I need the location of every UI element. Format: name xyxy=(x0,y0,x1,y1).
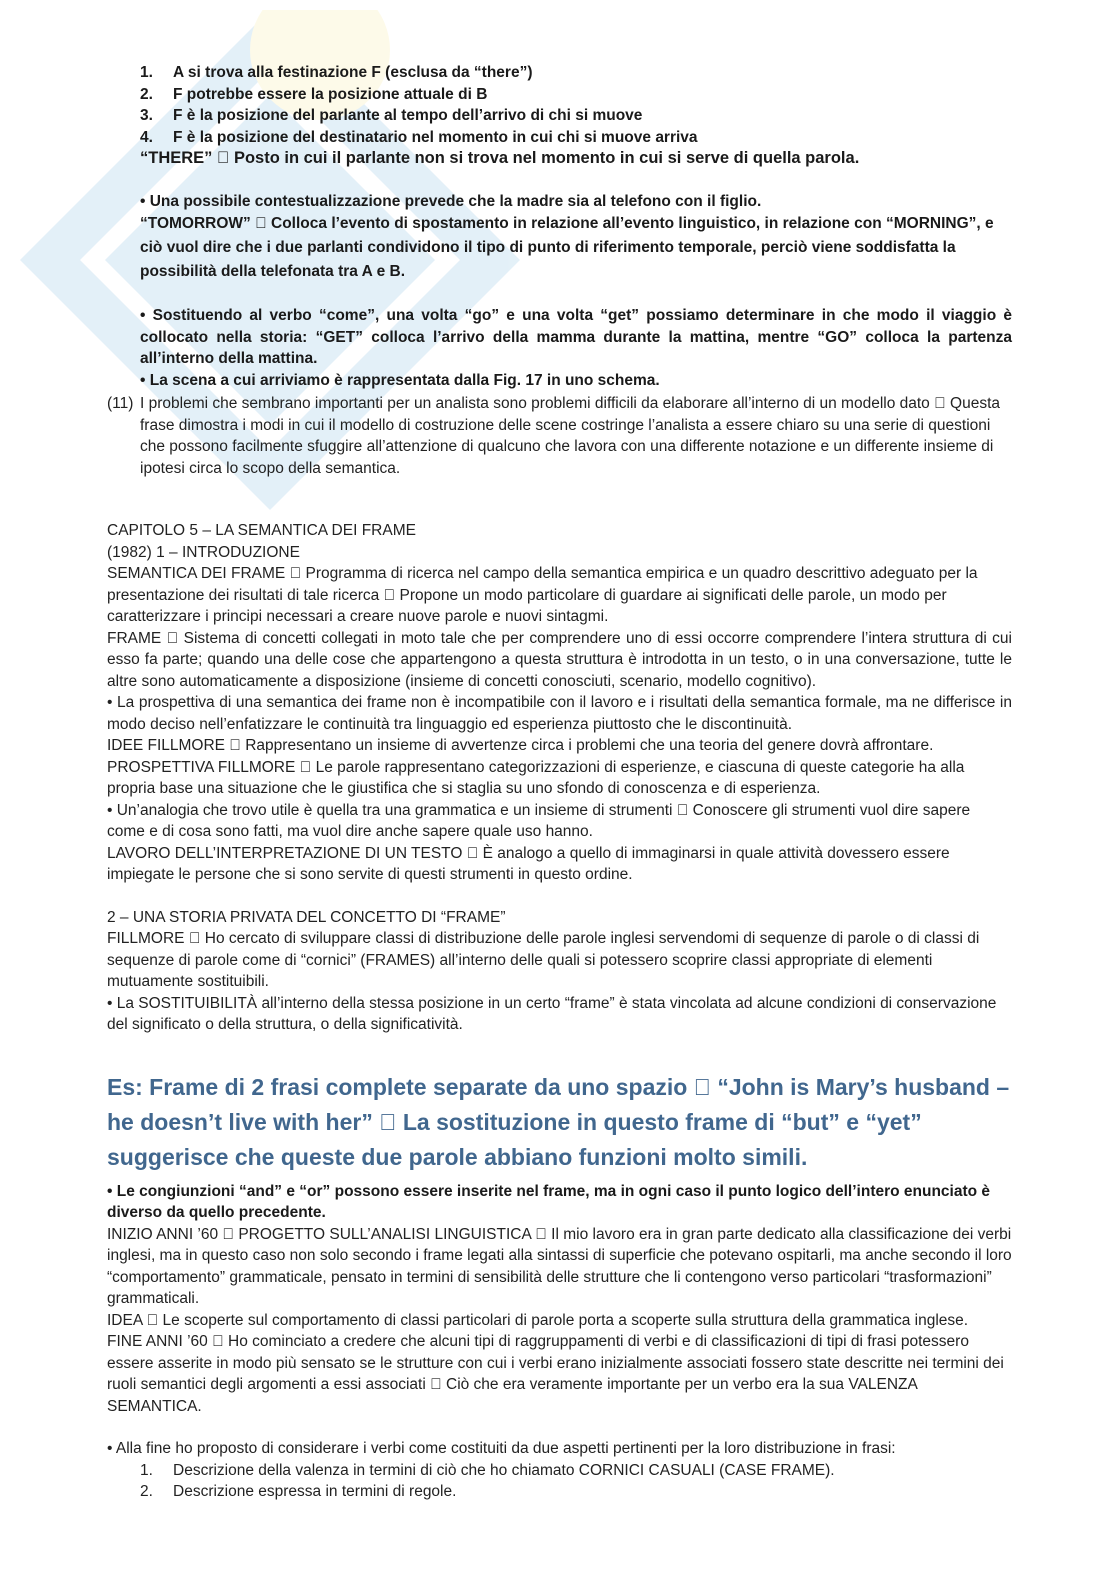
list-item: 1. A si trova alla festinazione F (esclusa da “there”) xyxy=(140,64,533,81)
list-item: 1. Descrizione della valenza in termini di ciò che ho chiamato CORNICI CASUALI (CASE FRAME). xyxy=(140,1440,835,1457)
fillmore-paragraph: FILLMORE Ho cercato di sviluppare classi di distribuzione delle parole inglesi servendomi di sequenze di parole o di classi di sequenze di parole come di “cornici” (FRAMES) all’interno delle quali si potessero scoprire classi appropriate di elementi mutuamente sostituibili. xyxy=(107,930,964,990)
list-item: 2. F potrebbe essere la posizione attuale di B xyxy=(140,85,488,103)
sostituibilita-paragraph: • La SOSTITUIBILITÀ all’interno della stessa posizione in un certo “frame” è stata vincolata ad alcune condizioni di conservazione del significato o della struttura, o della significatività. xyxy=(107,994,997,1033)
congiunzioni-paragraph: • Le congiunzioni “and” e “or” possono essere inserite nel frame, ma in ogni caso il punto logico dell’intero enunciato è diverso da quello precedente. xyxy=(107,1182,991,1221)
analogia-paragraph: • Un’analogia che trovo utile è quella tra una grammatica e un insieme di strumenti Conoscere gli strumenti vuol dire sapere come e di cosa sono fatti, ma vuol dire anche sapere quale uso hanno. xyxy=(107,801,1010,840)
chapter-title: CAPITOLO 5 – LA SEMANTICA DEI FRAME xyxy=(107,522,416,539)
list-item: 3. F è la posizione del parlante al tempo dell’arrivo di chi si muove xyxy=(140,107,643,124)
there-definition: “THERE” Posto in cui il parlante non si trova nel momento in cui si serve di quella parola. xyxy=(140,149,843,167)
document-content xyxy=(107,62,1012,1503)
list-item: 4. F è la posizione del destinatario nel momento in cui chi si muove arriva xyxy=(140,128,698,146)
intro-title: (1982) 1 – INTRODUZIONE xyxy=(107,543,300,561)
item-11-text: I problemi che sembrano importanti per un analista sono problemi difficili da elaborare all’interno di un modello dato Questa frase dimostra i modi in cui il modello di costruzione delle scene costringe l’analista a essere chiaro su una serie di questioni che possono facilmente sfuggire all’attenzione di qualcuno che lavora con una differente notazione e un differente insieme di ipotesi circa lo scopo della semantica. xyxy=(140,395,994,477)
storia-title: 2 – UNA STORIA PRIVATA DEL CONCETTO DI “FRAME” xyxy=(107,908,506,926)
alla-fine-paragraph: • Alla fine ho proposto di considerare i verbi come costituiti da due aspetti pertinenti per la loro distribuzione in frasi: xyxy=(107,1418,896,1436)
sostituendo-paragraph: • Sostituendo al verbo “come”, una volta “go” e una volta “get” possiamo determinare in che modo il viaggio è collocato nella storia: “GET” colloca l’arrivo della mamma durante la mattina, mentre “GO” colloca la partenza all’interno della mattina. xyxy=(140,307,1012,367)
context-paragraph: • Una possibile contestualizzazione prevede che la madre sia al telefono con il figlio. xyxy=(140,192,762,210)
item-11-label: (11) xyxy=(107,395,134,412)
idee-paragraph: IDEE FILLMORE Rappresentano un insieme di avvertenze circa i problemi che una teoria del genere dovrà affrontare. xyxy=(107,737,918,754)
tomorrow-paragraph: “TOMORROW” Colloca l’evento di spostamento in relazione all’evento linguistico, in relazione con “MORNING”, e ciò vuol dire che i due parlanti condividono il tipo di punto di riferimento temporale, perciò viene soddisfatta la possibilità della telefonata tra A e B. xyxy=(140,215,1010,280)
prospettiva-paragraph: • La prospettiva di una semantica dei frame non è incompatibile con il lavoro e i risultati della semantica formale, ma ne differisce in modo deciso nell’enfatizzare le continuità tra linguaggio ed esperienza piuttosto che le discontinuità. xyxy=(107,694,1012,733)
idea-paragraph: IDEA Le scoperte sul comportamento di classi particolari di parole porta a scoperte sulla struttura della grammatica inglese. xyxy=(107,1311,953,1329)
fine-anni-60-paragraph: FINE ANNI ’60 Ho cominciato a credere che alcuni tipi di raggruppamenti di verbi e di classificazioni di tipi di frasi potessero essere asserite in modo più sensato se le strutture con cui i verbi erano inizialmente associati fossero state descritte nei termini dei ruoli semantici degli argomenti a essi associati Ciò che era veramente importante per un verbo era la sua VALENZA SEMANTICA. xyxy=(107,1333,1004,1393)
numbered-list-bottom xyxy=(107,1440,1012,1503)
frame-paragraph: FRAME Sistema di concetti collegati in moto tale che per comprendere uno di essi occorre comprendere l’intera struttura di cui esso fa parte; quando una delle cose che appartengono a questa struttura è introdotta in un testo, o in una conversazione, tutte le altre sono automaticamente a disposizione (insieme di concetti conosciuti, scenario, modello cognitivo). xyxy=(107,629,1012,690)
scena-paragraph: • La scena a cui arriviamo è rappresentata dalla Fig. 17 in uno schema. xyxy=(140,371,660,389)
prospettiva-fillmore-paragraph: PROSPETTIVA FILLMORE Le parole rappresentano categorizzazioni di esperienze, e ciascuna di queste categorie ha alla propria base una situazione che le giustifica che si staglia su uno sfondo di conoscenza e di esperienza. xyxy=(107,758,1002,797)
numbered-list-top xyxy=(107,62,1012,148)
semantica-paragraph: SEMANTICA DEI FRAME Programma di ricerca nel campo della semantica empirica e un quadro descrittivo adeguato per la presentazione dei risultati di tale ricerca Propone un modo particolare di guardare ai significati delle parole, un modo per caratterizzare i principi necessari a creare nuove parole e nuovi sintagmi. xyxy=(107,565,962,625)
example-heading: Es: Frame di 2 frasi complete separate da uno spazio “John is Mary’s husband – he doesn’t live with her” La sostituzione in questo frame di “but” e “yet” suggerisce che queste due parole abbiano funzioni molto simili. xyxy=(107,1073,986,1170)
inizio-anni-60-paragraph: INIZIO ANNI ’60 PROGETTO SULL’ANALISI LINGUISTICA Il mio lavoro era in gran parte dedicato alla classificazione dei verbi inglesi, ma in questo caso non solo secondo i frame legati alla sintassi di superficie che potevano ospitarli, ma anche secondo il loro “comportamento” grammaticale, pensato in termini di sensibilità delle strutture che li contengono verso particolari “trasformazioni” grammaticali. xyxy=(107,1225,1012,1307)
item-11 xyxy=(107,393,1012,479)
list-item: 2. Descrizione espressa in termini di regole. xyxy=(140,1461,457,1479)
lavoro-paragraph: LAVORO DELL’INTERPRETAZIONE DI UN TESTO È analogo a quello di immaginarsi in quale attività dovessero essere impiegate le persone che si sono servite di questi strumenti in questo ordine. xyxy=(107,844,1006,883)
